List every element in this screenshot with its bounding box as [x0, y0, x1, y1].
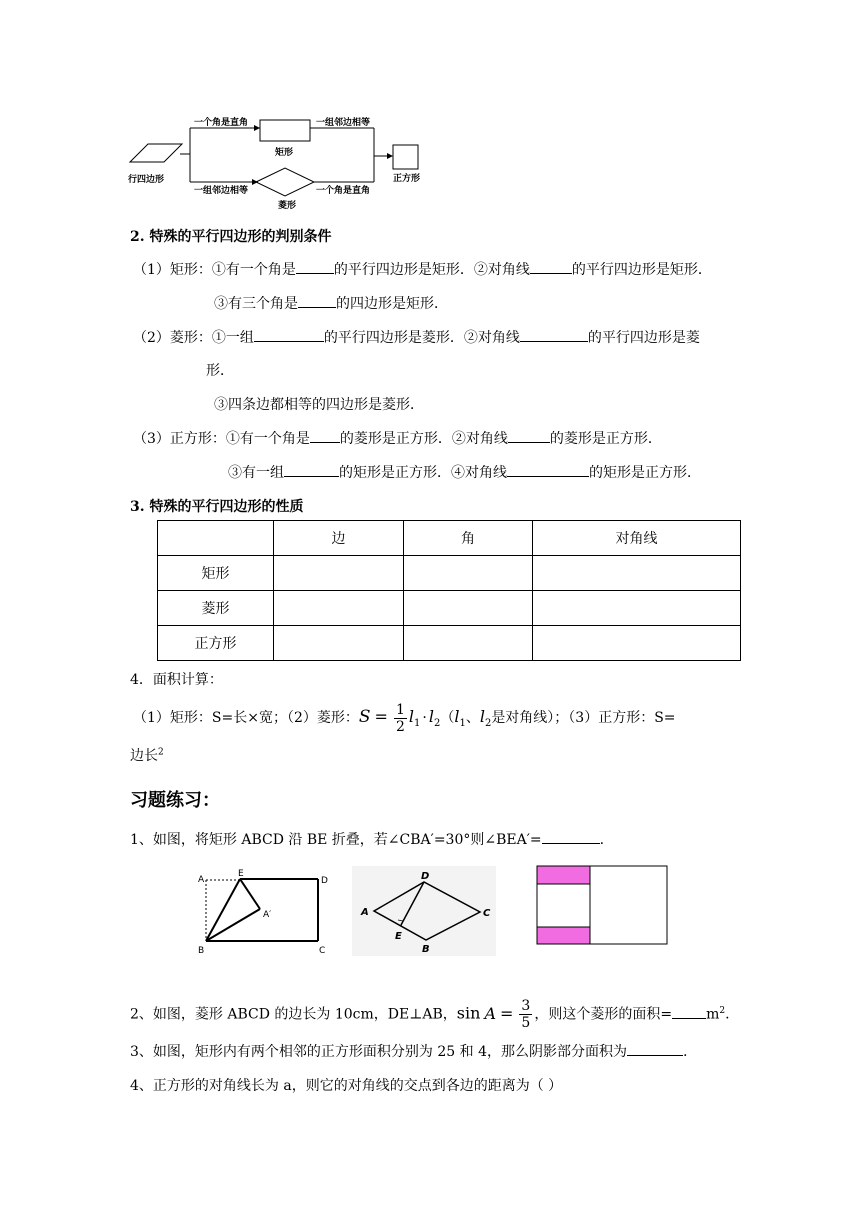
table-cell[interactable] [533, 556, 741, 591]
rhombus-conditions-line-2: 形． [206, 363, 234, 379]
table-cell[interactable] [274, 626, 404, 661]
answer-blank[interactable] [298, 293, 336, 308]
answer-blank[interactable] [296, 259, 334, 274]
fig2-label-a: A [361, 907, 369, 918]
table-row [158, 556, 741, 591]
question-1: 1、如图，将矩形 ABCD 沿 BE 折叠，若∠CBA′=30°则∠BEA′= . [130, 829, 604, 849]
figure-folded-rectangle [194, 866, 334, 960]
table-cell[interactable] [404, 556, 533, 591]
fig1-label-e: E [238, 869, 244, 879]
answer-blank[interactable] [627, 1041, 683, 1056]
classification-flow-diagram [128, 114, 438, 210]
area-formula-line: （1）矩形：S=长×宽；（2）菱形：S = $\frac{1}{2}$ $l_1 \cdot l_2(l_1$、$l_2$是对角线）；（3）正方形：S= [133, 701, 676, 735]
square-conditions-line-1: （3）正方形：①有一个角是 的菱形是正方形．②对角线 的菱形是正方形． [133, 428, 662, 448]
table-cell[interactable] [274, 556, 404, 591]
table-cell[interactable] [274, 591, 404, 626]
answer-blank[interactable] [520, 327, 588, 342]
answer-blank[interactable] [310, 428, 340, 443]
square-shape [393, 145, 418, 169]
table-row [158, 591, 741, 626]
fig2-label-b: B [422, 944, 430, 955]
rhombus-shape [256, 168, 314, 196]
exercises-title: 习题练习： [130, 790, 220, 811]
answer-blank[interactable] [508, 428, 550, 443]
fig1-label-a: A [198, 875, 205, 885]
shaded-region-bottom [537, 927, 590, 944]
flow-bottom-left-label: 一组邻边相等 [194, 186, 249, 196]
fig2-label-e: E [395, 931, 402, 942]
answer-blank[interactable] [672, 1004, 706, 1019]
flow-top-left-label: 一个角是直角 [194, 118, 249, 128]
section-2-heading: 2. 特殊的平行四边形的判别条件 [130, 229, 332, 245]
area-formula-line-2: 边长$^2$ [130, 747, 164, 764]
question-3: 3、如图，矩形内有两个相邻的正方形面积分别为 25 和 4，那么阴影部分面积为 . [130, 1041, 687, 1061]
parallelogram-shape [130, 144, 182, 162]
square-conditions-line-2: ③有一组 的矩形是正方形．④对角线 的矩形是正方形． [228, 462, 701, 482]
fig2-label-d: D [421, 871, 430, 882]
fig1-label-c: C [319, 946, 326, 956]
table-row [158, 626, 741, 661]
properties-table [157, 520, 741, 661]
figure-rhombus [352, 866, 496, 956]
table-header-row [158, 521, 741, 556]
question-2: 2、如图，菱形 ABCD 的边长为 10cm，DE⊥AB，sin A = $\frac{3}{5}$ ，则这个菱形的面积= $m^2$. [130, 998, 730, 1032]
fig1-label-d: D [321, 876, 328, 886]
answer-blank[interactable] [254, 327, 324, 342]
fig1-label-b: B [198, 946, 205, 956]
table-header-cell: 边 [274, 521, 404, 556]
flow-rect-label: 矩形 [275, 148, 294, 158]
rectangle-shape [260, 120, 310, 141]
fraction-three-fifths: $\frac{3}{5}$ [521, 998, 531, 1032]
answer-blank[interactable] [542, 829, 600, 844]
table-header-cell: 对角线 [533, 521, 741, 556]
rhombus-conditions-line-3: ③四条边都相等的四边形是菱形． [214, 397, 424, 413]
section-3-heading: 3. 特殊的平行四边形的性质 [130, 499, 304, 515]
table-cell[interactable] [404, 626, 533, 661]
question-4: 4、正方形的对角线长为 a，则它的对角线的交点到各边的距离为（ ） [130, 1078, 563, 1094]
shaded-region-top [537, 866, 590, 884]
section-4-heading: 4．面积计算： [130, 672, 223, 688]
table-header-cell: 角 [404, 521, 533, 556]
rect-conditions-line-1: （1）矩形：①有一个角是 的平行四边形是矩形．②对角线 的平行四边形是矩形． [133, 259, 712, 279]
flow-square-label: 正方形 [393, 174, 421, 184]
row-label: 菱形 [158, 591, 274, 626]
rect-conditions-line-2: ③有三个角是 的四边形是矩形． [214, 293, 448, 313]
answer-blank[interactable] [530, 259, 572, 274]
flow-left-label: 行四边形 [128, 175, 165, 185]
fraction-one-half: $\frac{1}{2}$ [395, 701, 405, 735]
table-cell[interactable] [533, 626, 741, 661]
fig1-label-a-prime: A′ [263, 910, 272, 920]
row-label: 正方形 [158, 626, 274, 661]
figure-rectangle-squares [534, 864, 670, 946]
flow-top-right-label: 一组邻边相等 [316, 118, 371, 128]
answer-blank[interactable] [507, 462, 589, 477]
flow-rhombus-label: 菱形 [278, 201, 297, 210]
row-label: 矩形 [158, 556, 274, 591]
flow-bottom-right-label: 一个角是直角 [316, 186, 371, 196]
table-header-cell [158, 521, 274, 556]
rhombus-conditions-line-1: （2）菱形：①一组 的平行四边形是菱形．②对角线 的平行四边形是菱 [133, 327, 700, 347]
fig2-label-c: C [483, 908, 491, 919]
answer-blank[interactable] [284, 462, 339, 477]
table-cell[interactable] [533, 591, 741, 626]
table-cell[interactable] [404, 591, 533, 626]
